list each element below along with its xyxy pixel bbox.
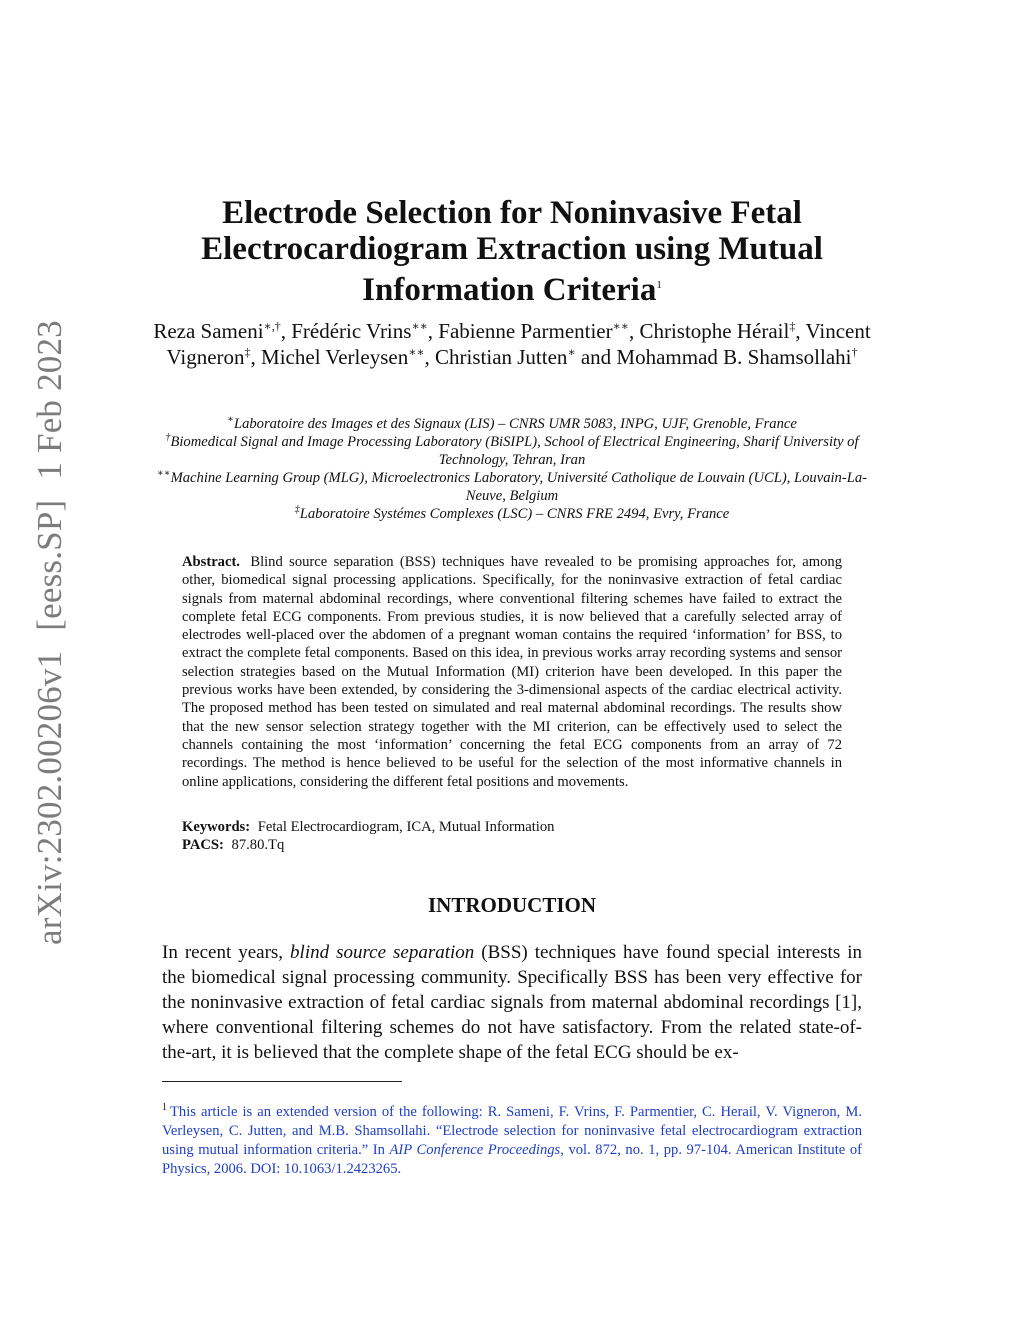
author-separator: , bbox=[795, 319, 806, 343]
author-separator: , bbox=[424, 345, 436, 369]
author-separator: and bbox=[575, 345, 617, 369]
author-name: Michel Verleysen bbox=[261, 345, 409, 369]
introduction-paragraph bbox=[162, 940, 862, 1065]
affiliation-mark: ‡ bbox=[294, 504, 300, 516]
affiliation-text: Biomedical Signal and Image Processing Laboratory (BiSIPL), School of Electrical Engineering, Sharif University of Technology, Tehran, Iran bbox=[170, 434, 859, 468]
author-separator: , bbox=[250, 345, 262, 369]
intro-text-after: (BSS) techniques have found special interests in the biomedical signal processing community. Specifically BSS has been very effective for the noninvasive extraction of fetal cardiac signals from maternal abdominal recordings [1], where conventional filtering schemes do not have satisfactory. From the related state-of-the-art, it is believed that the complete shape of the fetal ECG should be ex- bbox=[162, 942, 862, 1063]
arxiv-identifier bbox=[30, 300, 70, 945]
pacs bbox=[182, 836, 554, 854]
author-marks: ‡ bbox=[244, 345, 251, 359]
author-marks: ∗∗ bbox=[411, 319, 428, 333]
footnote-emphasis[interactable]: AIP Conference Proceedings bbox=[389, 1141, 561, 1158]
keywords bbox=[182, 818, 554, 836]
author-marks: ∗ bbox=[567, 345, 576, 359]
author-name: Fabienne Parmentier bbox=[438, 319, 613, 343]
author-name: Christophe Hérail bbox=[639, 319, 790, 343]
footnote-rule bbox=[162, 1081, 402, 1082]
affiliation-text: Machine Learning Group (MLG), Microelectronics Laboratory, Université Catholique de Louvain (UCL), Louvain-La-Neuve, Belgium bbox=[170, 470, 867, 504]
arxiv-date: 1 Feb 2023 bbox=[30, 320, 69, 480]
author-marks: ∗,† bbox=[263, 319, 281, 333]
arxiv-number: arXiv:2302.00206v1 bbox=[30, 650, 69, 945]
author-name: Frédéric Vrins bbox=[291, 319, 412, 343]
keywords-label: Keywords: bbox=[182, 819, 251, 835]
author-marks: ∗∗ bbox=[612, 319, 629, 333]
intro-emphasis: blind source separation bbox=[290, 942, 475, 963]
paper-title bbox=[150, 195, 874, 308]
pacs-label: PACS: bbox=[182, 837, 224, 854]
footnote-mark: 1 bbox=[162, 1102, 167, 1113]
affiliations bbox=[150, 415, 874, 523]
pacs-text: 87.80.Tq bbox=[231, 837, 285, 854]
footnote-link-text[interactable]: This article is an extended version of the following: R. Sameni, F. Vrins, F. Parmentier, C. Herail, V. Vigneron, M. Verleysen, C. Jutten, and M.B. Shamsollahi. “Electrode selection for noninvasive fetal electrocardiogram extraction using mutual information criteria.” In bbox=[162, 1103, 862, 1158]
affiliation-text: Laboratoire Systémes Complexes (LSC) – CNRS FRE 2494, Evry, France bbox=[299, 506, 730, 522]
footnote bbox=[162, 1098, 862, 1179]
author-marks: ‡ bbox=[789, 319, 796, 333]
author-marks: † bbox=[851, 345, 858, 359]
footnote-link-tail[interactable]: , vol. 872, no. 1, pp. 97-104. American Institute of Physics, 2006. DOI: 10.1063/1.2423265. bbox=[162, 1141, 862, 1177]
author-name: Christian Jutten bbox=[435, 345, 568, 369]
affiliation bbox=[150, 505, 874, 523]
affiliation-mark: ∗∗ bbox=[157, 468, 171, 480]
title-footnote-mark: 1 bbox=[656, 279, 662, 291]
author-list bbox=[150, 318, 874, 370]
affiliation bbox=[150, 415, 874, 433]
affiliation bbox=[150, 433, 874, 469]
affiliation-mark: † bbox=[165, 432, 171, 444]
author-name: Reza Sameni bbox=[153, 319, 264, 343]
affiliation-mark: ∗ bbox=[227, 414, 234, 426]
paper-metadata bbox=[182, 818, 554, 855]
author-separator: , bbox=[628, 319, 640, 343]
author-marks: ∗∗ bbox=[408, 345, 425, 359]
section-heading-introduction: INTRODUCTION bbox=[427, 893, 597, 917]
paper-title-text: Electrode Selection for Noninvasive Fetal Electrocardiogram Extraction using Mutual Information Criteria bbox=[201, 195, 823, 308]
abstract-text: Blind source separation (BSS) techniques have revealed to be promising approaches for, among other, biomedical signal processing applications. Specifically, for the noninvasive extraction of fetal cardiac signals from maternal abdominal recordings, where conventional filtering schemes have failed to extract the complete fetal ECG components. From previous studies, it is now believed that a carefully selected array of electrodes well-placed over the abdomen of a pregnant woman contains the required ‘information’ for BSS, to extract the complete fetal components. Based on this idea, in previous works array recording systems and sensor selection strategies based on the Mutual Information (MI) criterion have been developed. In this paper the previous works have been extended, by considering the 3-dimensional aspects of the cardiac electrical activity. The proposed method has been tested on simulated and real maternal abdominal recordings. The results show that the new sensor selection strategy together with the MI criterion, can be effectively used to select the channels containing the most ‘information’ concerning the fetal ECG components from an array of 72 recordings. The method is hence believed to be useful for the selection of the most informative channels in online applications, considering the different fetal positions and movements. bbox=[182, 554, 842, 790]
author-name: Mohammad B. Shamsollahi bbox=[616, 345, 852, 369]
author-name: Vincent Vigneron bbox=[166, 319, 871, 369]
keywords-text: Fetal Electrocardiogram, ICA, Mutual Information bbox=[257, 819, 555, 835]
affiliation-text: Laboratoire des Images et des Signaux (LIS) – CNRS UMR 5083, INPG, UJF, Grenoble, France bbox=[233, 416, 797, 432]
author-separator: , bbox=[280, 319, 292, 343]
abstract bbox=[182, 553, 842, 791]
intro-text-before: In recent years, bbox=[162, 942, 291, 963]
author-separator: , bbox=[427, 319, 439, 343]
abstract-label: Abstract. bbox=[182, 554, 240, 570]
arxiv-category: [eess.SP] bbox=[30, 499, 69, 631]
affiliation bbox=[150, 469, 874, 505]
